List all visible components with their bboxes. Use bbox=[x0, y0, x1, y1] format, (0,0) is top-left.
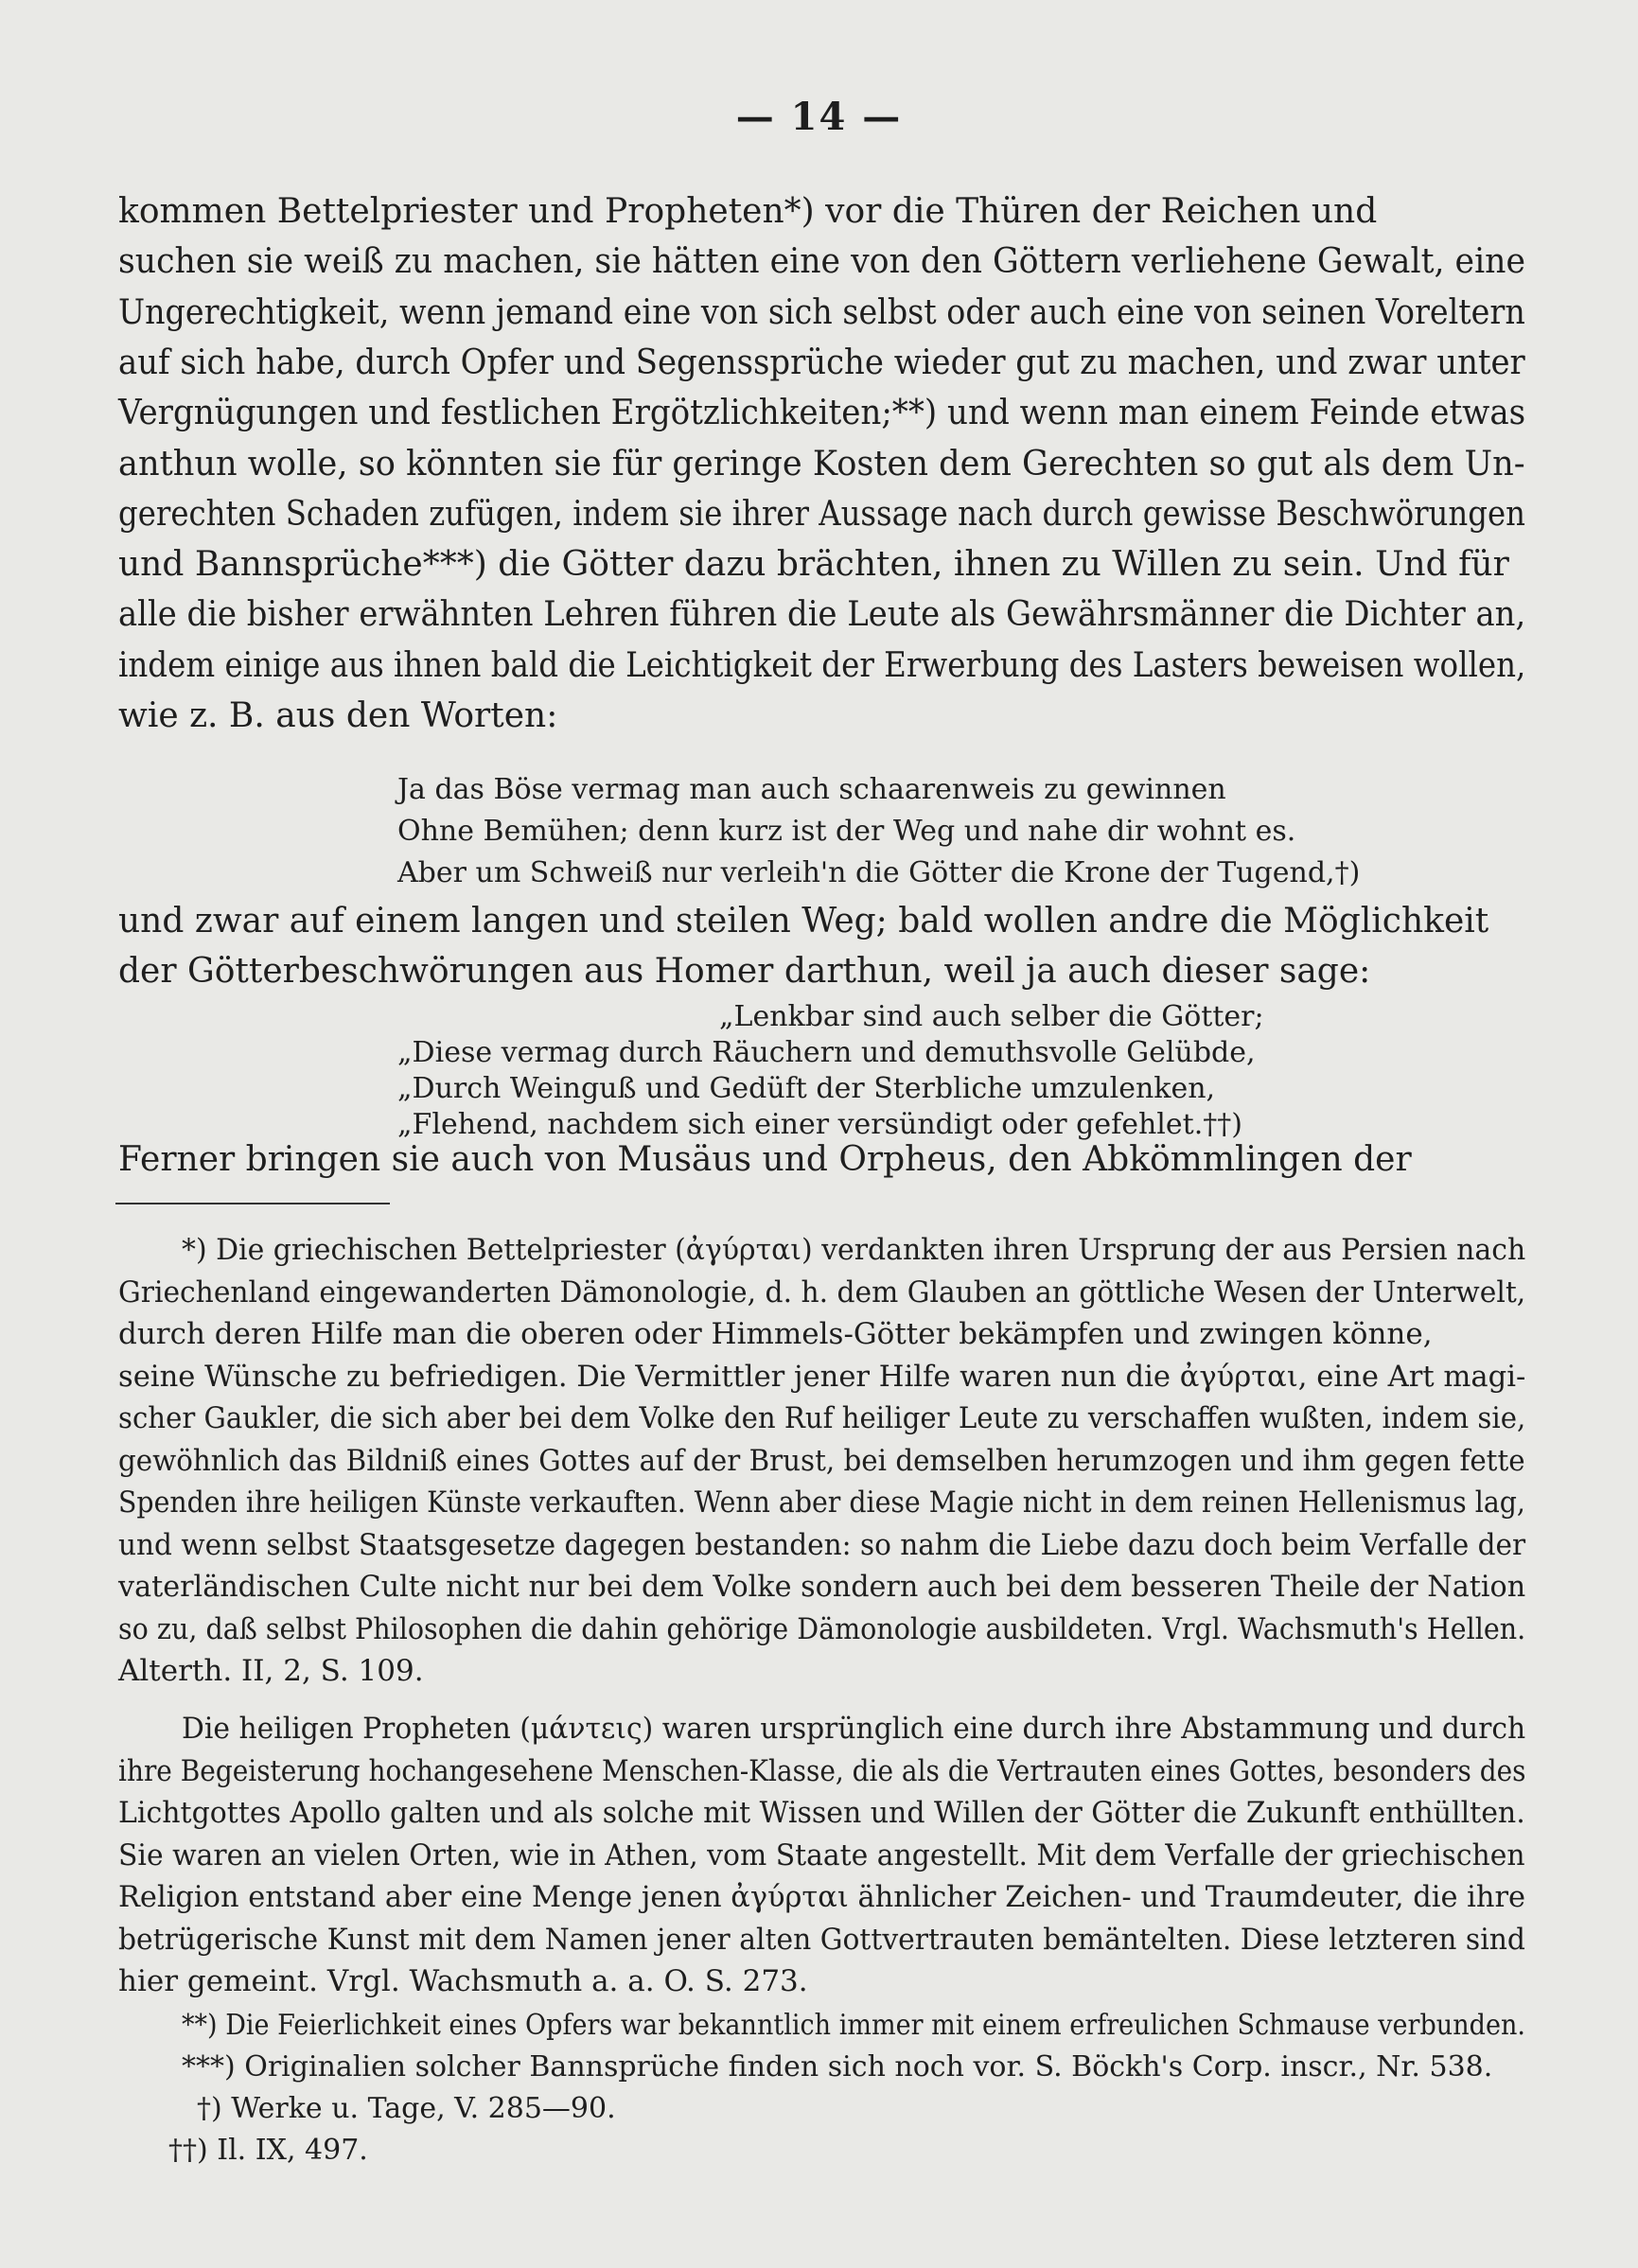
text-line: und Bannsprüche***) die Götter dazu brächten, ihnen zu Willen zu sein. Und für bbox=[118, 545, 1509, 585]
footnote-line: **) Die Feierlichkeit eines Opfers war bekanntlich immer mit einem erfreulichen Schmause verbunden. bbox=[182, 2009, 1525, 2042]
verse-line: „Diese vermag durch Räuchern und demuthsvolle Gelübde, bbox=[397, 1036, 1256, 1069]
verse-line: Aber um Schweiß nur verleih'n die Götter die Krone der Tugend,†) bbox=[397, 856, 1361, 889]
footnote-line: gewöhnlich das Bildniß eines Gottes auf der Brust, bei demselben herumzogen und ihm gegen fette bbox=[118, 1443, 1525, 1478]
footnote-line: Alterth. II, 2, S. 109. bbox=[118, 1654, 424, 1688]
footnote-separator bbox=[115, 1203, 390, 1204]
text-line: indem einige aus ihnen bald die Leichtigkeit der Erwerbung des Lasters beweisen wollen, bbox=[118, 645, 1526, 685]
footnote-line: Sie waren an vielen Orten, wie in Athen, vom Staate angestellt. Mit dem Verfalle der griechischen bbox=[118, 1837, 1525, 1872]
footnote-line: und wenn selbst Staatsgesetze dagegen bestanden: so nahm die Liebe dazu doch beim Verfalle der bbox=[118, 1527, 1526, 1562]
verse-line: Ja das Böse vermag man auch schaarenweis zu gewinnen bbox=[397, 773, 1226, 806]
text-line: alle die bisher erwähnten Lehren führen die Leute als Gewährsmänner die Dichter an, bbox=[118, 595, 1526, 635]
page-number: — 14 — bbox=[735, 95, 903, 139]
footnote-line: Lichtgottes Apollo galten und als solche mit Wissen und Willen der Götter die Zukunft enthüllten. bbox=[118, 1796, 1525, 1830]
text-line: auf sich habe, durch Opfer und Segenssprüche wieder gut zu machen, und zwar unter bbox=[118, 343, 1525, 382]
verse-line: Ohne Bemühen; denn kurz ist der Weg und nahe dir wohnt es. bbox=[397, 815, 1296, 848]
verse-line: „Lenkbar sind auch selber die Götter; bbox=[719, 1000, 1264, 1033]
footnote-line: †) Werke u. Tage, V. 285—90. bbox=[197, 2092, 616, 2125]
footnote-line: *) Die griechischen Bettelpriester (ἀγύρται) verdankten ihren Ursprung der aus Persien nach bbox=[182, 1233, 1526, 1267]
text-line: anthun wolle, so könnten sie für geringe Kosten dem Gerechten so gut als dem Un- bbox=[118, 444, 1525, 483]
footnote-line: scher Gaukler, die sich aber bei dem Volke den Ruf heiliger Leute zu verschaffen wußten, indem sie, bbox=[118, 1401, 1526, 1435]
footnote-line: so zu, daß selbst Philosophen die dahin gehörige Dämonologie ausbildeten. Vrgl. Wachsmuth's Hellen. bbox=[118, 1611, 1526, 1646]
text-line: kommen Bettelpriester und Propheten*) vor die Thüren der Reichen und bbox=[118, 192, 1378, 231]
footnote-line: seine Wünsche zu befriedigen. Die Vermittler jener Hilfe waren nun die ἀγύρται, eine Art magi- bbox=[118, 1359, 1526, 1394]
footnote-line: vaterländischen Culte nicht nur bei dem Volke sondern auch bei dem besseren Theile der Nation bbox=[118, 1570, 1526, 1604]
text-line: suchen sie weiß zu machen, sie hätten eine von den Göttern verliehene Gewalt, eine bbox=[118, 242, 1526, 282]
text-line: wie z. B. aus den Worten: bbox=[118, 696, 558, 735]
footnote-line: Religion entstand aber eine Menge jenen ἀγύρται ähnlicher Zeichen- und Traumdeuter, die ihre bbox=[118, 1880, 1526, 1914]
main-text-last-line: Ferner bringen sie auch von Musäus und Orpheus, den Abkömmlingen der bbox=[118, 1140, 1412, 1179]
text-line: Vergnügungen und festlichen Ergötzlichkeiten;**) und wenn man einem Feinde etwas bbox=[118, 394, 1526, 433]
verse-line: „Flehend, nachdem sich einer versündigt oder gefehlet.††) bbox=[397, 1108, 1242, 1141]
text-line: Ungerechtigkeit, wenn jemand eine von sich selbst oder auch eine von seinen Voreltern bbox=[118, 292, 1525, 332]
footnote-line: ***) Originalien solcher Bannsprüche finden sich noch vor. S. Böckh's Corp. inscr., Nr. 538. bbox=[182, 2050, 1493, 2083]
footnote-line: hier gemeint. Vrgl. Wachsmuth a. a. O. S. 273. bbox=[118, 1964, 808, 1998]
text-line: der Götterbeschwörungen aus Homer darthun, weil ja auch dieser sage: bbox=[118, 952, 1371, 991]
text-line: gerechten Schaden zufügen, indem sie ihrer Aussage nach durch gewisse Beschwörungen bbox=[118, 494, 1525, 534]
footnote-line: Spenden ihre heiligen Künste verkauften. Wenn aber diese Magie nicht in dem reinen Hellenismus lag, bbox=[118, 1486, 1525, 1520]
text-line: und zwar auf einem langen und steilen Weg; bald wollen andre die Möglichkeit bbox=[118, 902, 1489, 941]
footnote-line: Die heiligen Propheten (μάντεις) waren ursprünglich eine durch ihre Abstammung und durch bbox=[182, 1712, 1526, 1746]
footnote-line: ††) Il. IX, 497. bbox=[168, 2134, 368, 2167]
footnote-line: ihre Begeisterung hochangesehene Menschen-Klasse, die als die Vertrauten eines Gottes, besonders des bbox=[118, 1753, 1526, 1788]
verse-line: „Durch Weinguß und Gedüft der Sterbliche umzulenken, bbox=[397, 1072, 1216, 1105]
footnote-line: betrügerische Kunst mit dem Namen jener alten Gottvertrauten bemäntelten. Diese letzteren sind bbox=[118, 1922, 1525, 1957]
footnote-line: Griechenland eingewanderten Dämonologie, d. h. dem Glauben an göttliche Wesen der Unterwelt, bbox=[118, 1275, 1526, 1310]
footnote-line: durch deren Hilfe man die oberen oder Himmels-Götter bekämpfen und zwingen könne, bbox=[118, 1317, 1433, 1351]
